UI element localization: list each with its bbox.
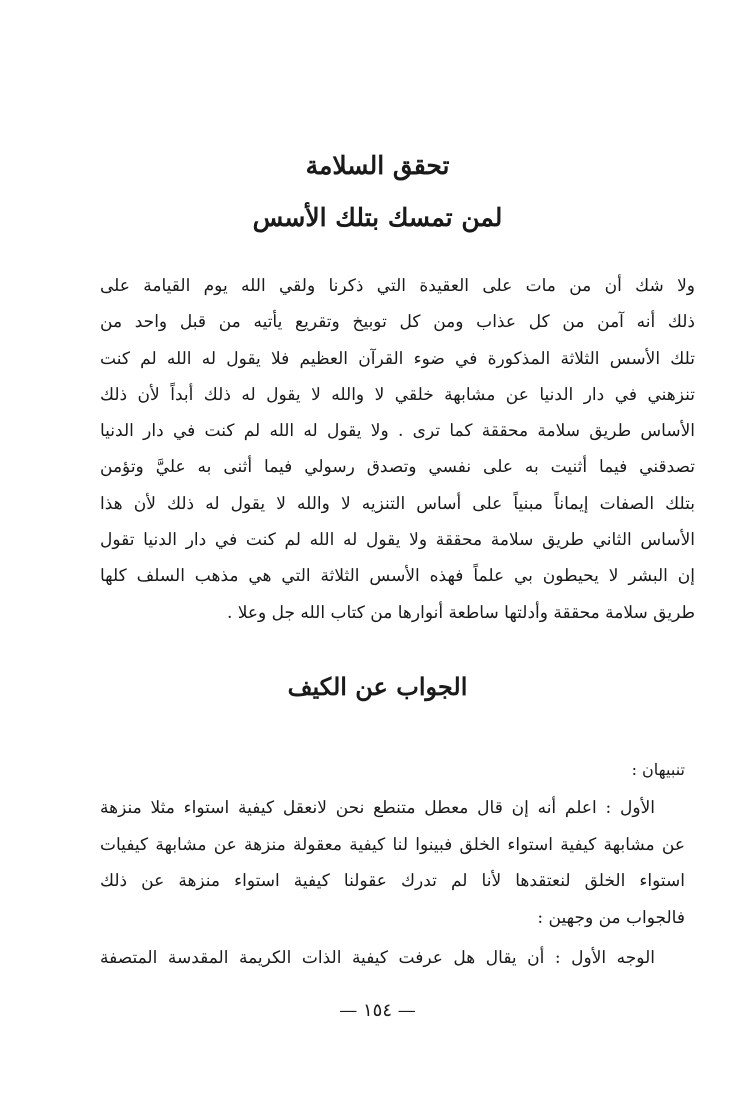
paragraph-line: الأساس طريق سلامة محققة كما ترى . ولا يقول له الله لم كنت في دار الدنيا — [100, 421, 695, 442]
paragraph-line: الأول : اعلم أنه إن قال معطل متنطع نحن لانعقل كيفية استواء مثلا منزهة — [100, 798, 655, 818]
paragraph-line: تصدقني فيما أثنيت به على نفسي وتصدق رسولي فيما أثنى به عليَّ وتؤمن — [100, 457, 695, 478]
paragraph-line: بتلك الصفات إيماناً مبنياً على أساس التنزيه لا والله لا يقول له ذلك لأن هذا — [100, 493, 695, 514]
paragraph-line: ولا شك أن من مات على العقيدة التي ذكرنا ولقي الله يوم القيامة على — [100, 276, 695, 296]
paragraph-line: إن البشر لا يحيطون بي علماً فهذه الأسس الثلاثة التي هي مذهب السلف كلها — [100, 566, 695, 587]
page-number: — ١٥٤ — — [339, 1000, 416, 1021]
paragraph-line: تنزهني في دار الدنيا عن مشابهة خلقي لا والله لا يقول له ذلك أبداً لأن ذلك — [100, 384, 695, 405]
paragraph-line: استواء الخلق لنعتقدها لأنا لم تدرك عقولنا كيفية استواء منزهة عن ذلك — [100, 871, 685, 891]
main-paragraph — [100, 268, 695, 631]
section-heading: الجواب عن الكيف — [287, 672, 468, 701]
heading-line-2: لمن تمسك بتلك الأسس — [252, 203, 503, 232]
paragraph-line: عن مشابهة كيفية استواء الخلق فبينوا لنا كيفية معقولة منزهة عن مشابهة كيفيات — [100, 834, 685, 855]
note-paragraph — [100, 790, 685, 936]
note-label: تنبيهان : — [631, 760, 685, 779]
paragraph-line: تلك الأسس الثلاثة المذكورة في ضوء القرآن العظيم فلا يقول له الله لم كنت — [100, 348, 695, 369]
heading-line-1: تحقق السلامة — [305, 151, 450, 180]
continuation-line: الوجه الأول : أن يقال هل عرفت كيفية الذات الكريمة المقدسة المتصفة — [100, 948, 655, 968]
paragraph-line: طريق سلامة محققة وأدلتها ساطعة أنوارها من كتاب الله جل وعلا . — [226, 602, 695, 623]
chapter-heading — [0, 140, 755, 244]
paragraph-line: فالجواب من وجهين : — [537, 907, 685, 928]
paragraph-line: ذلك أنه آمن من كل عذاب ومن كل توبيخ وتقريع يأتيه من قبل واحد من — [100, 312, 695, 333]
paragraph-line: الأساس الثاني طريق سلامة محققة ولا يقول له الله لم كنت في دار الدنيا تقول — [100, 530, 695, 551]
